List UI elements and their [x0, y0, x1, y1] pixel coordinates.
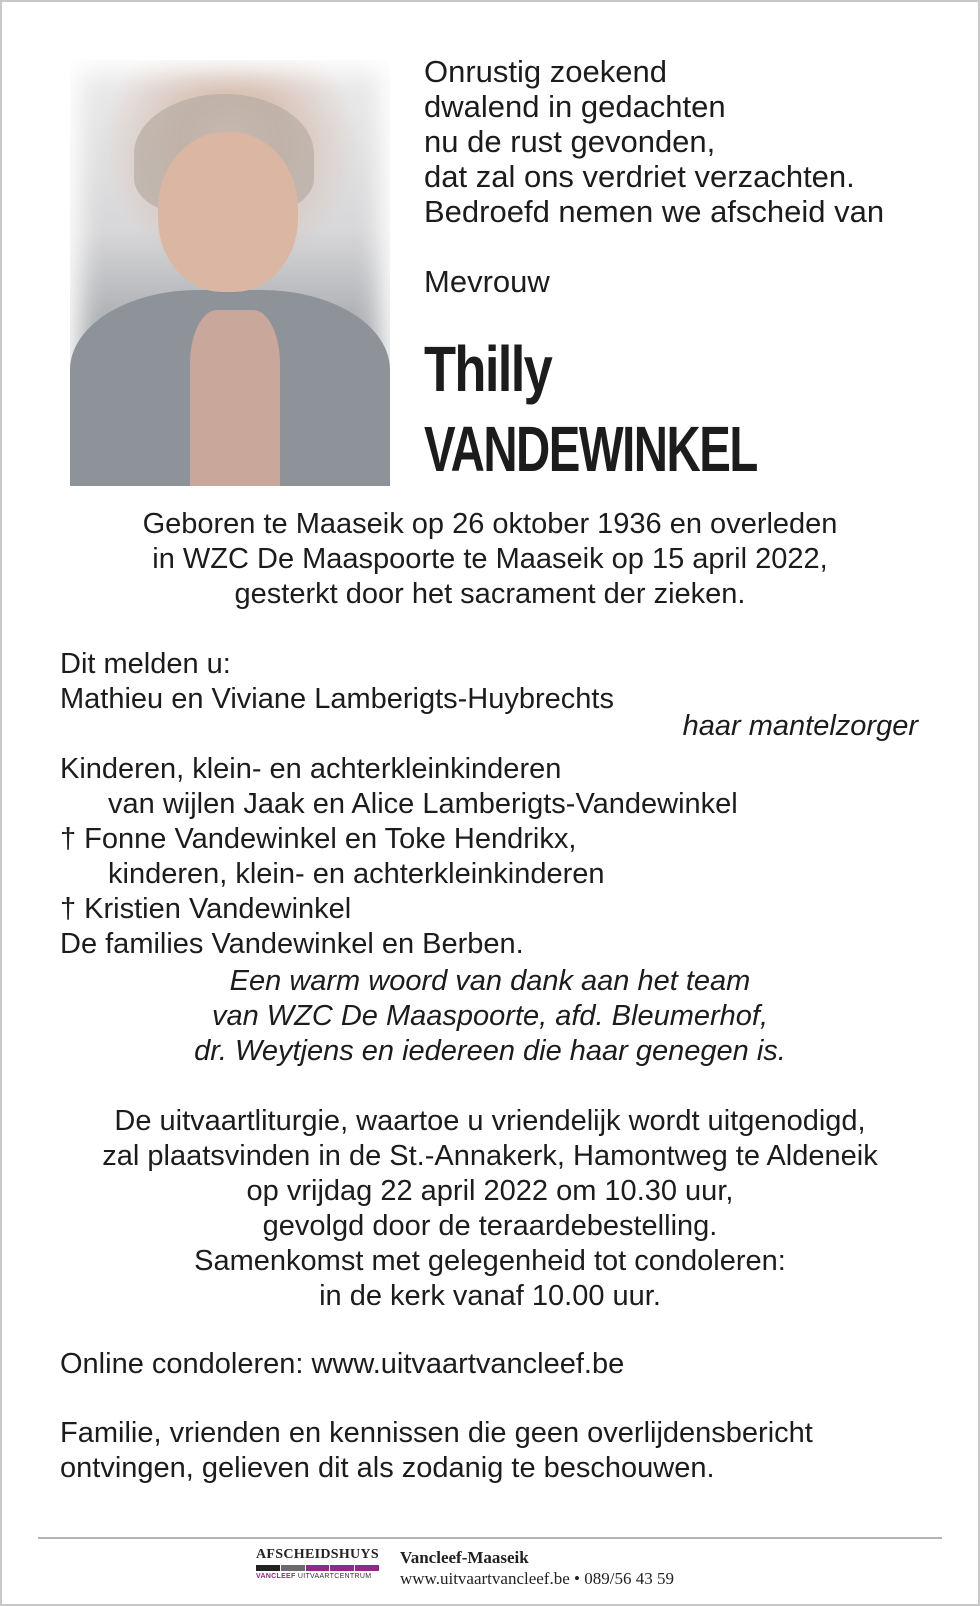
logo-subtitle [256, 1573, 380, 1580]
phone-number: 089/56 43 59 [584, 1569, 674, 1588]
ceremony-line: op vrijdag 22 april 2022 om 10.30 uur, [246, 1175, 734, 1207]
thanks-line: Een warm woord van dank aan het team [229, 965, 751, 997]
logo-bar [281, 1565, 305, 1571]
logo-bar [256, 1565, 280, 1571]
logo-brand: VANCLEEF [256, 1573, 296, 1580]
thanks-line: van WZC De Maaspoorte, afd. Bleumerhof, [211, 1000, 769, 1032]
funeral-home-contact [400, 1547, 674, 1589]
last-name: VANDEWINKEL [424, 413, 757, 485]
logo-bar [306, 1565, 330, 1571]
family-intro: Dit melden u: [60, 648, 231, 680]
separator: • [574, 1569, 580, 1588]
title-prefix: Mevrouw [424, 264, 550, 299]
notice-line: Familie, vrienden en kennissen die geen overlijdensbericht [60, 1417, 813, 1449]
portrait-photo [70, 60, 390, 486]
logo-title: AFSCHEIDSHUYS [256, 1547, 379, 1562]
family-line: De families Vandewinkel en Berben. [60, 928, 524, 960]
website-link[interactable]: www.uitvaartvancleef.be [400, 1569, 570, 1588]
ceremony-details [2, 1104, 978, 1314]
logo-bar [355, 1565, 379, 1571]
ceremony-line: zal plaatsvinden in de St.-Annakerk, Hamontweg te Aldeneik [102, 1140, 878, 1172]
poem-line: Onrustig zoekend [424, 54, 667, 89]
birth-death-details [2, 507, 978, 612]
ceremony-line: in de kerk vanaf 10.00 uur. [319, 1280, 661, 1312]
ceremony-line: gevolgd door de teraardebestelling. [262, 1210, 718, 1242]
logo-color-bars [256, 1565, 380, 1571]
birth-death-line: Geboren te Maaseik op 26 oktober 1936 en overleden [142, 508, 838, 540]
poem-line: dwalend in gedachten [424, 89, 726, 124]
family-line: Kinderen, klein- en achterkleinkinderen [60, 753, 562, 785]
poem-line: dat zal ons verdriet verzachten. [424, 159, 855, 194]
birth-death-line: in WZC De Maaspoorte te Maaseik op 15 april 2022, [152, 543, 828, 575]
contact-line [400, 1568, 674, 1589]
notice [60, 1416, 813, 1486]
first-name: Thilly [424, 333, 552, 405]
family-line: van wijlen Jaak en Alice Lamberigts-Vandewinkel [108, 788, 738, 820]
logo-sub: UITVAARTCENTRUM [297, 1573, 372, 1580]
poem [424, 54, 884, 229]
online-condolences: Online condoleren: www.uitvaartvancleef.be [60, 1348, 625, 1380]
family-line: kinderen, klein- en achterkleinkinderen [108, 858, 605, 890]
family-line: † Fonne Vandewinkel en Toke Hendrikx, [60, 823, 577, 855]
thanks-message [2, 964, 978, 1069]
family-line: Mathieu en Viviane Lamberigts-Huybrechts [60, 683, 614, 715]
family-line: † Kristien Vandewinkel [60, 893, 352, 925]
funeral-home-logo [256, 1547, 380, 1587]
poem-line: Bedroefd nemen we afscheid van [424, 194, 885, 229]
thanks-line: dr. Weytjens en iedereen die haar genegen is. [194, 1035, 786, 1067]
poem-line: nu de rust gevonden, [424, 124, 716, 159]
logo-bar [330, 1565, 354, 1571]
footer-divider [38, 1537, 942, 1539]
birth-death-line: gesterkt door het sacrament der zieken. [234, 578, 746, 610]
funeral-home-name: Vancleef-Maaseik [400, 1548, 529, 1567]
family-announcement [60, 647, 738, 962]
ceremony-line: Samenkomst met gelegenheid tot condoleren: [194, 1245, 786, 1277]
caregiver-note: haar mantelzorger [682, 710, 918, 742]
ceremony-line: De uitvaartliturgie, waartoe u vriendelijk wordt uitgenodigd, [114, 1105, 866, 1137]
notice-line: ontvingen, gelieven dit als zodanig te beschouwen. [60, 1452, 715, 1484]
